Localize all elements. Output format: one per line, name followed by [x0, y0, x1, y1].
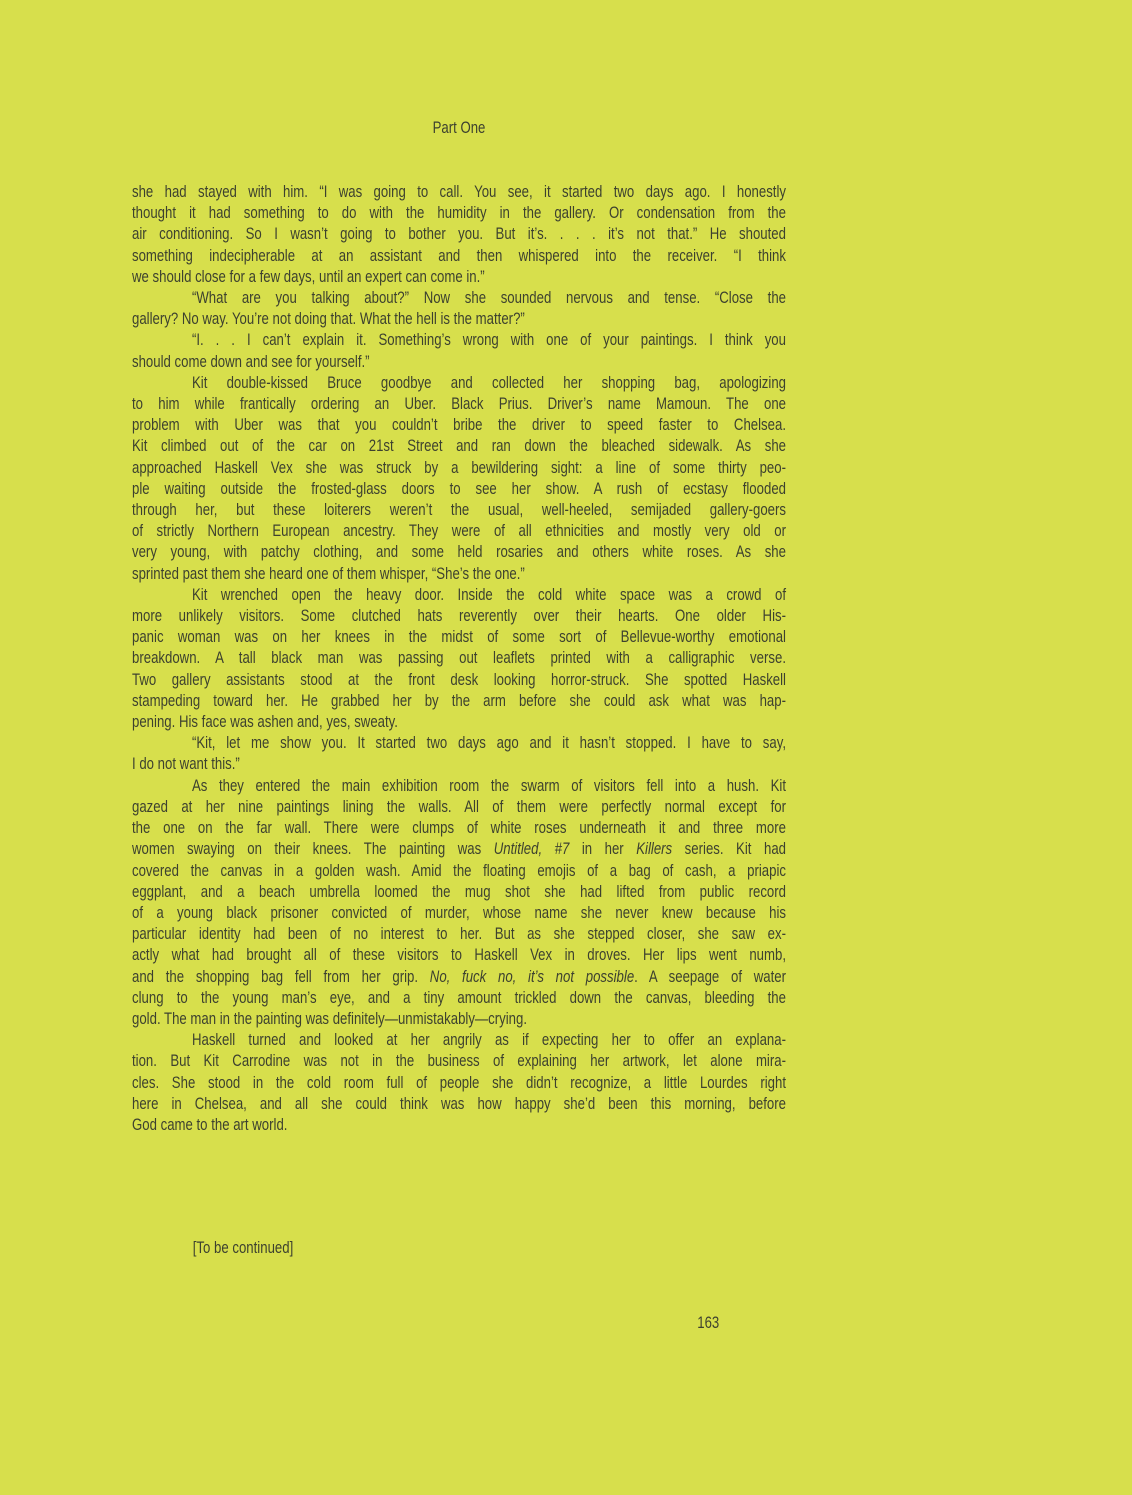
text-line: actly what had brought all of these visitors to Haskell Vex in droves. Her lips went numb, — [132, 946, 786, 965]
text-line: women swaying on their knees. The painting was Untitled, #7 in her Killers series. Kit had — [132, 840, 786, 859]
text-line: Kit wrenched open the heavy door. Inside the cold white space was a crowd of — [191, 585, 786, 604]
text-line: Kit double-kissed Bruce goodbye and collected her shopping bag, apologizing — [191, 373, 786, 392]
text-line: sprinted past them she heard one of them whisper, “She’s the one.” — [132, 564, 525, 583]
text-line: cles. She stood in the cold room full of people she didn’t recognize, a little Lourdes right — [132, 1073, 786, 1092]
text-line: we should close for a few days, until an expert can come in.” — [132, 267, 485, 286]
text-line: “What are you talking about?” Now she sounded nervous and tense. “Close the — [191, 289, 786, 308]
text-line: of strictly Northern European ancestry. They were of all ethnicities and mostly very old or — [132, 522, 786, 541]
text-line: pening. His face was ashen and, yes, sweaty. — [132, 713, 398, 732]
text-line: “I. . . I can’t explain it. Something’s wrong with one of your paintings. I think you — [191, 331, 786, 350]
text-line: very young, with patchy clothing, and some held rosaries and others white roses. As she — [132, 543, 786, 562]
text-line: should come down and see for yourself.” — [132, 352, 370, 371]
text-line: Haskell turned and looked at her angrily as if expecting her to offer an explana- — [191, 1031, 786, 1050]
body-text — [132, 182, 786, 1136]
text-line: clung to the young man’s eye, and a tiny amount trickled down the canvas, bleeding the — [132, 988, 786, 1007]
page-number: 163 — [697, 1314, 720, 1332]
text-line: to him while frantically ordering an Uber. Black Prius. Driver’s name Mamoun. The one — [132, 395, 786, 414]
text-line: gazed at her nine paintings lining the walls. All of them were perfectly normal except for — [132, 797, 786, 816]
text-line: she had stayed with him. “I was going to call. You see, it started two days ago. I honestly — [132, 183, 786, 201]
text-line: Two gallery assistants stood at the front desk looking horror-struck. She spotted Haskell — [132, 670, 786, 689]
text-line: covered the canvas in a golden wash. Amid the floating emojis of a bag of cash, a priapic — [132, 861, 786, 880]
text-line: and the shopping bag fell from her grip. No, fuck no, it’s not possible. A seepage of water — [132, 967, 787, 986]
text-line: thought it had something to do with the humidity in the gallery. Or condensation from the — [132, 204, 786, 223]
text-line: Kit climbed out of the car on 21st Street and ran down the bleached sidewalk. As she — [132, 437, 786, 456]
text-line: breakdown. A tall black man was passing out leaflets printed with a calligraphic verse. — [132, 649, 786, 668]
to-be-continued-note: [To be continued] — [192, 1239, 294, 1257]
text-line: “Kit, let me show you. It started two days ago and it hasn’t stopped. I have to say, — [191, 734, 786, 753]
text-line: stampeding toward her. He grabbed her by the arm before she could ask what was hap- — [132, 691, 786, 710]
text-line: the one on the far wall. There were clumps of white roses underneath it and three more — [132, 819, 786, 838]
part-title: Part One — [432, 119, 486, 137]
text-line: something indecipherable at an assistant and then whispered into the receiver. “I think — [132, 246, 786, 265]
text-line: more unlikely visitors. Some clutched hats reverently over their hearts. One older His- — [132, 607, 786, 626]
text-column — [132, 0, 786, 1495]
text-line: God came to the art world. — [132, 1115, 288, 1134]
text-line: panic woman was on her knees in the midst of some sort of Bellevue-worthy emotional — [132, 628, 786, 647]
text-line: As they entered the main exhibition room the swarm of visitors fell into a hush. Kit — [191, 776, 786, 795]
text-line: gallery? No way. You’re not doing that. What the hell is the matter?” — [132, 310, 525, 329]
text-line: eggplant, and a beach umbrella loomed the mug shot she had lifted from public record — [132, 882, 786, 901]
text-line: I do not want this.” — [132, 755, 240, 774]
text-line: here in Chelsea, and all she could think was how happy she’d been this morning, before — [132, 1094, 786, 1113]
text-line: of a young black prisoner convicted of murder, whose name she never knew because his — [132, 903, 786, 922]
text-line: gold. The man in the painting was definitely—unmistakably—crying. — [132, 1009, 527, 1028]
text-line: ple waiting outside the frosted-glass doors to see her show. A rush of ecstasy flooded — [132, 479, 786, 498]
text-line: tion. But Kit Carrodine was not in the business of explaining her artwork, let alone mira- — [132, 1052, 786, 1071]
text-line: air conditioning. So I wasn’t going to bother you. But it’s. . . . it’s not that.” He shouted — [132, 225, 786, 244]
text-line: through her, but these loiterers weren’t the usual, well-heeled, semijaded gallery-goers — [132, 501, 786, 520]
text-line: particular identity had been of no interest to her. But as she stepped closer, she saw ex- — [132, 925, 786, 944]
text-line: approached Haskell Vex she was struck by a bewildering sight: a line of some thirty peo- — [132, 458, 786, 477]
text-line: problem with Uber was that you couldn’t bribe the driver to speed faster to Chelsea. — [132, 416, 786, 435]
